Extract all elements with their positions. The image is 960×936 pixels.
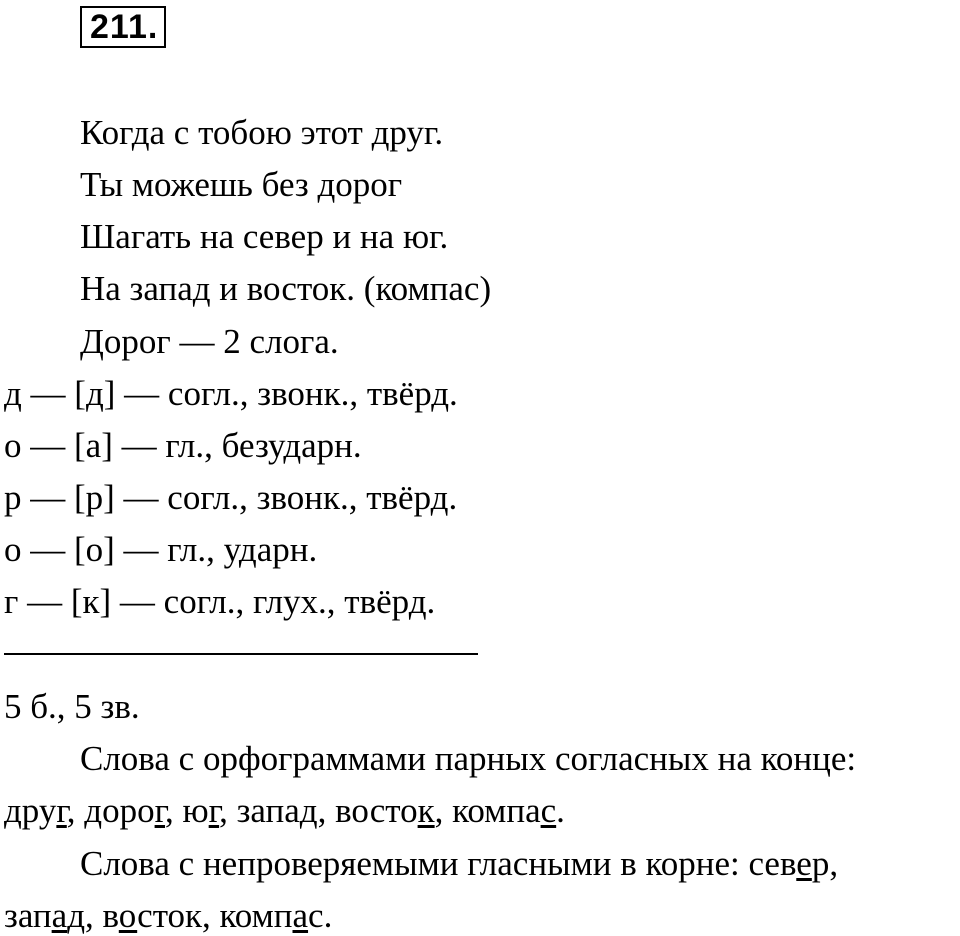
underlined-letter: а: [292, 896, 309, 935]
unstressed-vowels-intro: [80, 844, 838, 884]
phonetic-row: д — [д] — согл., звонк., твёрд.: [4, 374, 458, 413]
word-text: комп: [219, 896, 293, 935]
poem-line: На запад и восток. (компас): [80, 269, 492, 308]
underlined-letter: е: [796, 844, 812, 883]
paired-consonants-intro: Слова с орфограммами парных согласных на конце:: [80, 739, 857, 778]
word-text: запа: [236, 791, 300, 830]
paired-consonants-words: [4, 791, 565, 831]
underlined-letter: с: [540, 791, 557, 830]
word-text: д,: [67, 896, 103, 935]
word-text: ,: [165, 791, 183, 830]
underlined-letter: г: [154, 791, 166, 830]
word-text: компа: [452, 791, 541, 830]
word-text: сток,: [137, 896, 220, 935]
syllable-count: Дорог — 2 слога.: [80, 322, 339, 361]
letters-sounds-summary: 5 б., 5 зв.: [4, 687, 140, 726]
underlined-letter: г: [56, 791, 67, 830]
poem-line: Когда с тобою этот друг.: [80, 113, 444, 152]
underlined-letter: к: [417, 791, 435, 830]
underlined-letter: д: [299, 791, 318, 830]
phonetic-row: о — [а] — гл., безударн.: [4, 426, 362, 465]
word-text: доро: [84, 791, 155, 830]
word-text: .: [556, 791, 565, 830]
word-text: ,: [434, 791, 453, 830]
poem-line: Ты можешь без дорог: [80, 165, 403, 204]
unstressed-vowels-words: [4, 896, 332, 936]
word-text: с.: [308, 896, 333, 935]
phonetic-row: р — [р] — согл., звонк., твёрд.: [4, 478, 458, 517]
word-text: зап: [4, 896, 52, 935]
underlined-letter: г: [208, 791, 220, 830]
divider-rule: [4, 653, 478, 655]
intro-text: Слова с непроверяемыми гласными в корне: сев: [80, 844, 797, 883]
underlined-letter: а: [51, 896, 68, 935]
phonetic-row: г — [к] — согл., глух., твёрд.: [4, 582, 436, 621]
word-text: в: [102, 896, 119, 935]
word-text: ,: [219, 791, 237, 830]
word-text: ,: [317, 791, 336, 830]
phonetic-row: о — [о] — гл., ударн.: [4, 530, 318, 569]
underlined-letter: о: [118, 896, 138, 935]
exercise-number: 211.: [80, 6, 166, 48]
poem-line: Шагать на север и на юг.: [80, 217, 449, 256]
word-text: дру: [4, 791, 57, 830]
word-text: восто: [335, 791, 418, 830]
word-text: ,: [66, 791, 85, 830]
word-text: ю: [182, 791, 209, 830]
intro-text: р,: [811, 844, 839, 883]
